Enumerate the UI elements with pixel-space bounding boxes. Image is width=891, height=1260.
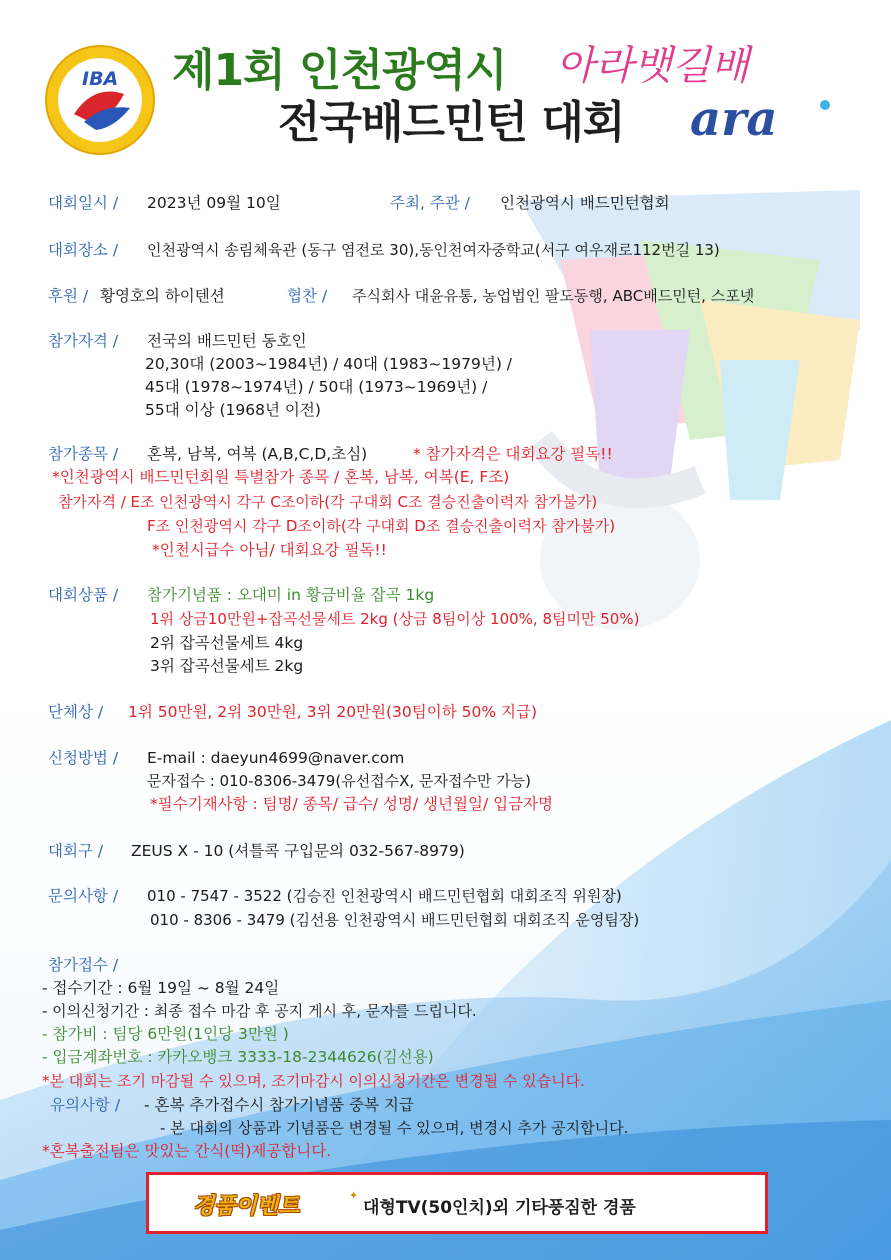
events-note: * 참가자격은 대회요강 필독!! [413, 445, 613, 463]
water-drop-icon [820, 100, 830, 110]
event-banner-title: 경품이벤트 [193, 1194, 300, 1219]
events-red-line: *인천시급수 아님/ 대회요강 필독!! [152, 541, 387, 559]
snack-note: *혼복출전팀은 맛있는 간식(떡)제공합니다. [42, 1142, 332, 1160]
registration-account: - 입금계좌번호 : 카카오뱅크 3333-18-2344626(김선용) [42, 1048, 434, 1066]
registration-appeal: - 이의신청기간 : 최종 접수 마감 후 공지 게시 후, 문자를 드립니다. [42, 1002, 477, 1020]
apply-required: *필수기재사항 : 팀명/ 종목/ 급수/ 성명/ 생년월일/ 입금자명 [150, 795, 553, 813]
venue-label: 대회장소 / [48, 241, 119, 259]
prize-first: 1위 상금10만원+잡곡선물세트 2kg (상금 8팀이상 100%, 8팀미만 50%) [150, 610, 640, 628]
registration-period: - 접수기간 : 6월 19일 ~ 8월 24일 [42, 979, 280, 997]
events-red-line: 참가자격 / E조 인천광역시 각구 C조이하(각 구대회 C조 결승진출이력자 참가불가) [58, 493, 598, 511]
eligibility-line: 45대 (1978~1974년) / 50대 (1973~1969년) / [145, 378, 488, 396]
sponsor-label: 후원 / [48, 287, 89, 305]
cup-name: 아라뱃길배 [556, 43, 750, 89]
team-award-value: 1위 50만원, 2위 30만원, 3위 20만원(30팀이하 50% 지급) [128, 703, 537, 721]
event-banner [146, 1172, 768, 1234]
eligibility-line: 20,30대 (2003~1984년) / 40대 (1983~1979년) / [145, 355, 513, 373]
venue-value: 인천광역시 송림체육관 (동구 염전로 30),동인천여자중학교(서구 여우재로112번길 13) [147, 241, 720, 259]
caution-line: - 본 대회의 상품과 기념품은 변경될 수 있으며, 변경시 추가 공지합니다. [160, 1119, 629, 1137]
prize-third: 3위 잡곡선물세트 2kg [150, 657, 304, 675]
prizes-gift: 참가기념품 : 오대미 in 황금비율 잡곡 1kg [147, 586, 435, 604]
host-label: 주최, 주관 / [390, 194, 470, 212]
date-value: 2023년 09월 10일 [147, 194, 281, 212]
sparkle-icon: ✦ [349, 1189, 359, 1202]
iba-logo [44, 44, 156, 156]
title-line1: 제1회 인천광역시 [172, 45, 507, 96]
host-value: 인천광역시 배드민턴협회 [500, 194, 670, 212]
caution-line: - 혼복 추가접수시 참가기념품 중복 지급 [144, 1096, 414, 1114]
events-red-line: *인천광역시 배드민턴회원 특별참가 종목 / 혼복, 남복, 여복(E, F조) [52, 468, 510, 486]
contact-line2: 010 - 8306 - 3479 (김선용 인천광역시 배드민턴협회 대회조직 운영팀장) [150, 911, 640, 929]
apply-email: E-mail : daeyun4699@naver.com [147, 749, 405, 767]
registration-fee: - 참가비 : 팀당 6만원(1인당 3만원 ) [42, 1025, 289, 1043]
eligibility-line: 전국의 배드민턴 동호인 [147, 332, 307, 350]
date-label: 대회일시 / [48, 194, 119, 212]
shuttle-value: ZEUS X - 10 (셔틀콕 구입문의 032-567-8979) [131, 842, 465, 860]
caution-label: 유의사항 / [50, 1096, 121, 1114]
support-label: 협찬 / [287, 287, 328, 305]
eligibility-label: 참가자격 / [48, 332, 119, 350]
prize-second: 2위 잡곡선물세트 4kg [150, 634, 304, 652]
events-label: 참가종목 / [48, 445, 119, 463]
events-value: 혼복, 남복, 여복 (A,B,C,D,초심) [147, 445, 368, 463]
registration-early-close: *본 대회는 조기 마감될 수 있으며, 조기마감시 이의신청기간은 변경될 수 있습니다. [42, 1072, 585, 1090]
apply-sms: 문자접수 : 010-8306-3479(유선접수X, 문자접수만 가능) [147, 772, 532, 790]
events-red-line: F조 인천광역시 각구 D조이하(각 구대회 D조 결승진출이력자 참가불가) [147, 517, 616, 535]
logo-acronym: IBA [82, 68, 119, 90]
support-value: 주식회사 대윤유통, 농업법인 팔도동행, ABC배드민턴, 스포넷 [352, 287, 755, 305]
shuttle-label: 대회구 / [48, 842, 104, 860]
cup-name-en: ara [690, 91, 778, 147]
registration-label: 참가접수 / [48, 956, 119, 974]
event-banner-desc: 대형TV(50인치)외 기타풍짐한 경품 [363, 1198, 636, 1218]
title-line2: 전국배드민턴 대회 [278, 97, 625, 148]
contact-line1: 010 - 7547 - 3522 (김승진 인천광역시 배드민턴협회 대회조직 위원장) [147, 887, 622, 905]
prizes-label: 대회상품 / [48, 586, 119, 604]
apply-label: 신청방법 / [48, 749, 119, 767]
contact-label: 문의사항 / [48, 887, 119, 905]
sponsor-value: 황영호의 하이텐션 [100, 287, 225, 305]
eligibility-line: 55대 이상 (1968년 이전) [145, 401, 321, 419]
team-award-label: 단체상 / [48, 703, 104, 721]
